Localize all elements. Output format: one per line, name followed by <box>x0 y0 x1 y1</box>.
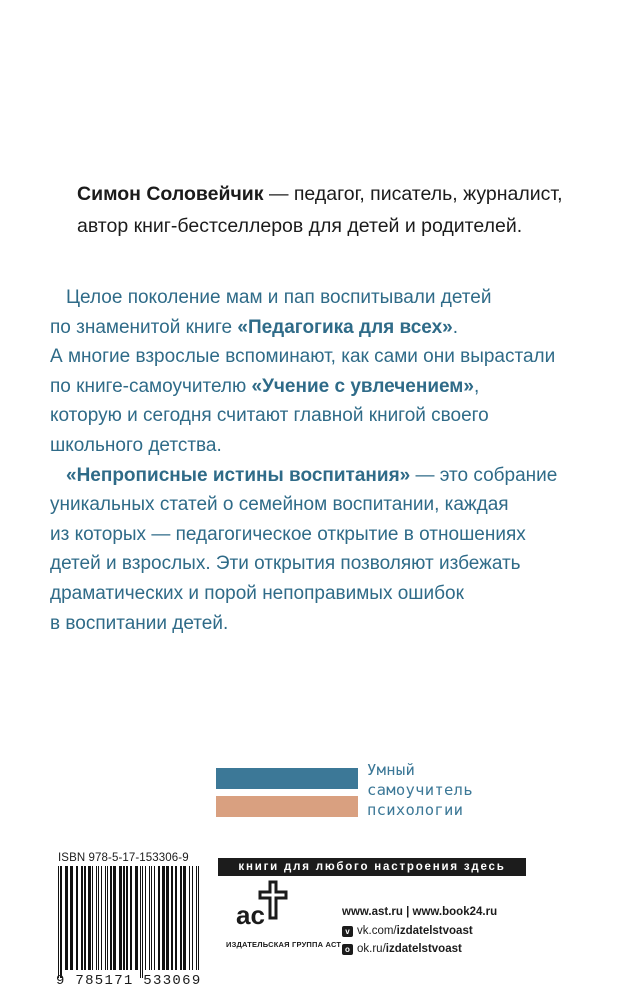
barcode-bar <box>162 866 165 970</box>
isbn-label: ISBN 978-5-17-153306-9 <box>58 852 189 864</box>
barcode-bar <box>107 866 108 970</box>
author-line-2: автор книг-бестселлеров для детей и родителей. <box>77 215 523 237</box>
barcode-bar <box>180 866 182 970</box>
barcode-bar <box>123 866 125 970</box>
ast-logo-icon <box>232 878 292 938</box>
ok-link[interactable]: o ok.ru/ izdatelstvoast <box>342 943 462 955</box>
barcode-bar <box>183 866 186 970</box>
barcode-bar <box>119 866 122 970</box>
vk-link[interactable]: v vk.com/ izdatelstvoast <box>342 925 473 937</box>
publisher-name: ИЗДАТЕЛЬСКАЯ ГРУППА АСТ <box>226 940 342 949</box>
author-name: Симон Соловейчик <box>77 183 264 205</box>
annotation-line: детей и взрослых. Эти открытия позволяют избежать <box>50 553 521 575</box>
series-bar-blue <box>216 768 358 789</box>
barcode-bar <box>76 866 78 970</box>
ok-icon: o <box>342 944 353 955</box>
annotation-line: «Непрописные истины воспитания» — это собрание <box>66 464 558 486</box>
barcode-bar <box>84 866 86 970</box>
barcode-bar <box>60 866 62 978</box>
annotation-line: А многие взрослые вспоминают, как сами они вырастали <box>50 346 556 368</box>
barcode-bar <box>192 866 193 970</box>
annotation-line: школьного детства. <box>50 434 222 456</box>
barcode-bar <box>65 866 68 970</box>
barcode-bar <box>145 866 146 970</box>
barcode-bar <box>70 866 73 970</box>
annotation-line: из которых — педагогическое открытие в отношениях <box>50 523 526 545</box>
barcode-bar <box>175 866 177 970</box>
barcode-bar <box>142 866 143 978</box>
annotation-line: по книге-самоучителю «Учение с увлечением», <box>50 375 480 397</box>
barcode-digits: 9 785171 533069 <box>56 973 202 989</box>
barcode-bar <box>96 866 97 970</box>
annotation-line: драматических и порой непоправимых ошибок <box>50 582 464 604</box>
barcode-bar <box>171 866 173 970</box>
series-bar-peach <box>216 796 358 817</box>
barcode-bar <box>113 866 116 970</box>
barcode-bar <box>81 866 83 970</box>
barcode-bar <box>140 866 141 978</box>
svg-text:ac: ac <box>236 900 265 930</box>
barcode-bar <box>198 866 199 970</box>
barcode-bar <box>130 866 132 970</box>
barcode-bar <box>149 866 150 970</box>
barcode-bar <box>105 866 106 970</box>
author-bio <box>77 178 597 242</box>
barcode-bar <box>92 866 93 970</box>
barcode-bar <box>158 866 160 970</box>
barcode-bar <box>126 866 128 970</box>
website-links[interactable]: www.ast.ru | www.book24.ru <box>342 906 498 918</box>
vk-icon: v <box>342 926 353 937</box>
annotation-line: Целое поколение мам и пап воспитывали детей <box>66 287 492 308</box>
barcode-bar <box>151 866 152 970</box>
barcode-bar <box>196 866 197 970</box>
annotation-line: которую и сегодня считают главной книгой своего <box>50 405 489 427</box>
series-title: Умный самоучитель психологии <box>367 761 473 819</box>
barcode-bar <box>166 866 169 970</box>
barcode-bar <box>58 866 59 978</box>
tagline-banner: книги для любого настроения здесь <box>218 858 526 876</box>
annotation-line: в воспитании детей. <box>50 612 229 634</box>
annotation-line: уникальных статей о семейном воспитании, каждая <box>50 494 509 516</box>
barcode-bar <box>154 866 155 970</box>
author-line-1: Симон Соловейчик — педагог, писатель, журналист, <box>77 183 563 205</box>
barcode-bar <box>135 866 138 970</box>
barcode-bar <box>98 866 99 970</box>
annotation-line: по знаменитой книге «Педагогика для всех». <box>50 316 459 338</box>
barcode-bar <box>189 866 190 970</box>
barcode-bar <box>88 866 91 970</box>
book-annotation <box>50 283 596 638</box>
barcode-bar <box>101 866 102 970</box>
barcode-bar <box>110 866 112 970</box>
